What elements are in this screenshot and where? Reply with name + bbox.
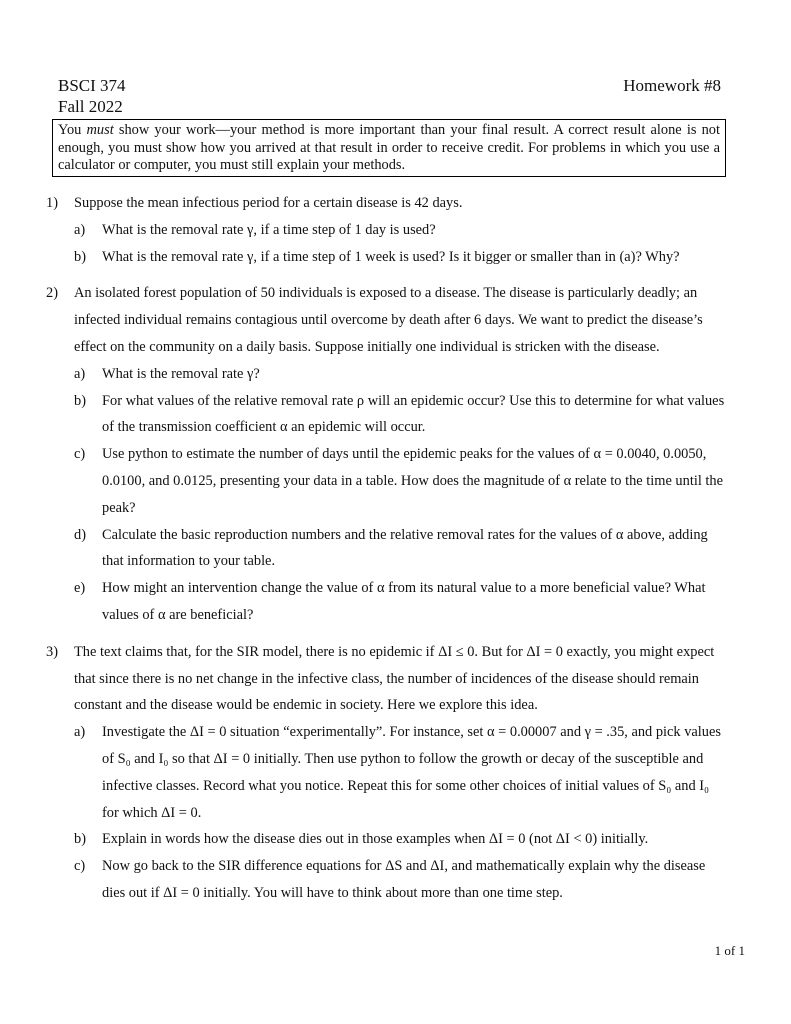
problem-3 (0, 639, 791, 907)
work-notice-box (52, 119, 726, 177)
part-label: d) (74, 526, 86, 543)
problem-text: The text claims that, for the SIR model, there is no epidemic if ΔI ≤ 0. But for ΔI = 0 exactly, you might expect that since there is no net change in the infective class, the number of incidences of the disease should remain constant and the disease would be endemic in society. Here we explore this idea. (74, 643, 715, 714)
page-number: 1 of 1 (714, 943, 745, 958)
part-text: What is the removal rate γ, if a time step of 1 day is used? (102, 221, 436, 238)
problem-number: 3) (46, 643, 58, 660)
notice-emphasis: must (86, 122, 114, 138)
problem-text: An isolated forest population of 50 individuals is exposed to a disease. The disease is particularly deadly; an infected individual remains contagious until overcome by death after 6 days. We want to predict the disease’s effect on the community on a daily basis. Suppose initially one individual is stricken with the disease. (74, 285, 703, 355)
problem-text: Suppose the mean infectious period for a certain disease is 42 days. (74, 195, 463, 211)
assignment-title: Homework #8 (623, 76, 721, 95)
course-term: Fall 2022 (58, 97, 123, 116)
part-text: What is the removal rate γ, if a time step of 1 week is used? Is it bigger or smaller than in (a)? Why? (102, 248, 680, 265)
notice-post: show your work—your method is more important than your final result. A correct result alone is not enough, you must show how you arrived at that result in order to receive credit. For problems in which you use a calculator or computer, you must still explain your methods. (58, 122, 720, 173)
part-label: a) (74, 221, 86, 238)
notice-pre: You (58, 122, 87, 138)
part-text: Use python to estimate the number of days until the epidemic peaks for the values of α = 0.0040, 0.0050, 0.0100, and 0.0125, presenting your data in a table. How does the magnitude of α relate to the time until the peak? (102, 446, 723, 516)
problem-part (0, 826, 791, 853)
problem-1 (0, 190, 791, 270)
part-text: Calculate the basic reproduction numbers and the relative removal rates for the values of α above, adding that information to your table. (102, 526, 708, 570)
problem-part (0, 388, 791, 442)
part-label: b) (74, 831, 86, 848)
part-text: For what values of the relative removal rate ρ will an epidemic occur? Use this to determine for what values of the transmission coefficient α an epidemic will occur. (102, 392, 725, 436)
problem-2 (0, 280, 791, 628)
part-label: c) (74, 446, 86, 463)
part-text: How might an intervention change the value of α from its natural value to a more beneficial value? What values of α are beneficial? (102, 580, 706, 623)
part-label: c) (74, 858, 86, 875)
problem-part (0, 719, 791, 826)
part-label: e) (74, 580, 86, 597)
course-code: BSCI 374 (58, 76, 126, 95)
problem-number: 2) (46, 285, 58, 302)
part-label: b) (74, 392, 86, 409)
problem-list (0, 190, 791, 917)
part-label: a) (74, 365, 86, 382)
part-text: Now go back to the SIR difference equations for ΔS and ΔI, and mathematically explain why the disease dies out if ΔI = 0 initially. You will have to think about more than one time step. (102, 858, 706, 901)
part-label: a) (74, 724, 86, 741)
part-text: What is the removal rate γ? (102, 365, 260, 382)
course-header (58, 75, 126, 117)
part-text: Investigate the ΔI = 0 situation “experimentally”. For instance, set α = 0.00007 and γ = .35, and pick values of S₀ and I₀ so that ΔI = 0 initially. Then use python to follow the growth or decay of the susceptible and infective classes. Record what you notice. Repeat this for some other choices of initial values of S₀ and I₀ for which ΔI = 0. (102, 724, 721, 821)
part-label: b) (74, 248, 86, 265)
problem-part (0, 441, 791, 521)
problem-part (0, 217, 791, 244)
problem-number: 1) (46, 195, 58, 211)
part-text: Explain in words how the disease dies out in those examples when ΔI = 0 (not ΔI < 0) initially. (102, 831, 649, 848)
problem-part (0, 244, 791, 271)
problem-part (0, 522, 791, 576)
problem-part (0, 575, 791, 629)
problem-part (0, 853, 791, 907)
problem-part (0, 361, 791, 388)
